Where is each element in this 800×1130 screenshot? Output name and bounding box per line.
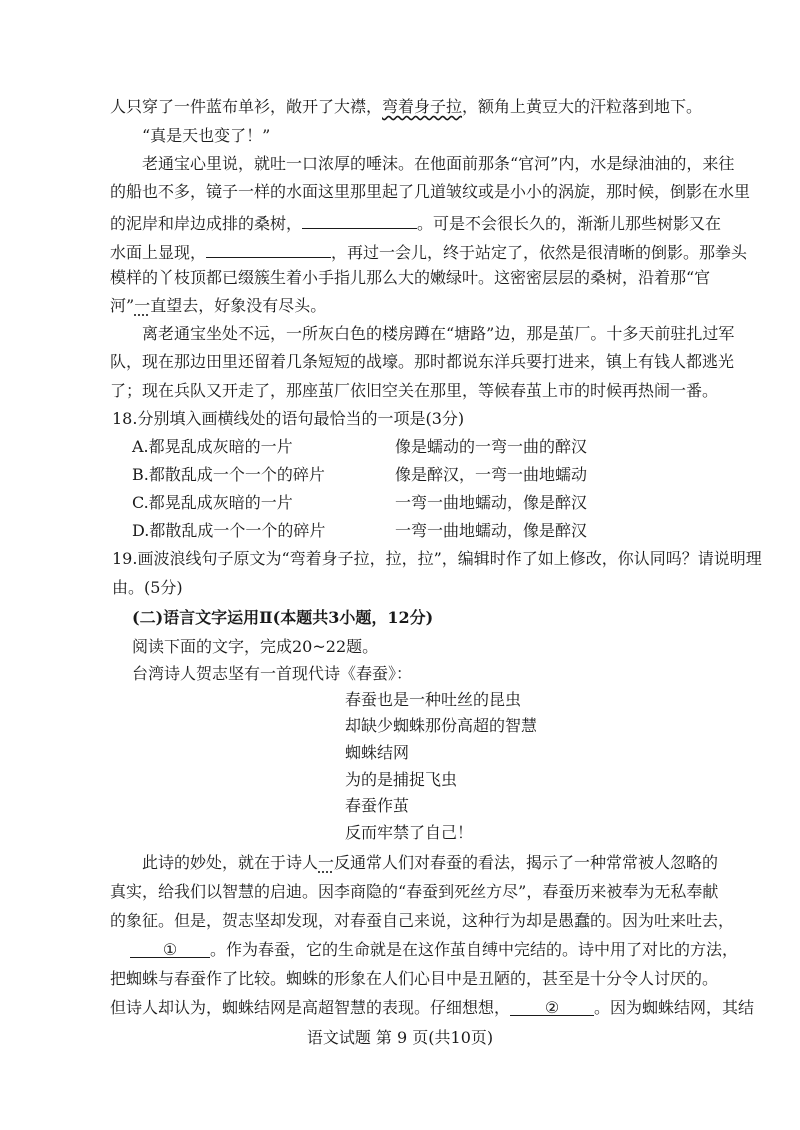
text-segment: 但诗人却认为，蜘蛛结网是高超智慧的表现。仔细想想， — [110, 998, 511, 1017]
fill-blank-1 — [302, 210, 417, 229]
poem-line-1: 春蚕也是一种吐丝的昆虫 — [345, 690, 522, 709]
question-19-line-1: 19.画波浪线句子原文为“弯着身子拉，拉，拉”，编辑时作了如上修改，你认同吗？请说明理 — [112, 549, 762, 568]
q18-option-d-left: D.都散乱成一个一个的碎片 — [132, 521, 326, 540]
q18-option-c-left: C.都晃乱成灰暗的一片 — [132, 493, 293, 512]
text-segment: 。因为蜘蛛结网，其结 — [594, 998, 755, 1017]
passage-line-3: 老通宝心里说，就吐一口浓厚的唾沫。在他面前那条“官河”内，水是绿油油的，来往 — [142, 154, 735, 173]
poem-line-2: 却缺少蜘蛛那份高超的智慧 — [345, 716, 538, 735]
text-segment: 。作为春蚕，它的生命就是在这作茧自缚中完结的。诗中用了对比的方法， — [210, 940, 739, 959]
section-2-instruction: 阅读下面的文字，完成20~22题。 — [132, 637, 379, 656]
essay-line-4 — [110, 939, 739, 961]
passage-line-1 — [110, 96, 710, 118]
essay-line-6 — [110, 997, 755, 1019]
text-segment: 。可是不会很长久的，渐渐儿那些树影又在 — [417, 214, 722, 233]
passage-line-4: 的船也不多，镜子一样的水面这里那里起了几道皱纹或是小小的涡旋，那时候，倒影在水里 — [110, 182, 751, 201]
passage-line-7: 模样的丫枝顶都已缀簇生着小手指儿那么大的嫩绿叶。这密密层层的桑树，沿着那“官 — [110, 268, 711, 287]
fill-blank-circle-1: ① — [130, 939, 210, 958]
passage-line-9: 离老通宝坐处不远，一所灰白色的楼房蹲在“塘路”边，那是茧厂。十多天前驻扎过军 — [142, 324, 735, 343]
passage-line-8 — [110, 295, 710, 317]
question-19-line-2: 由。(5分) — [112, 578, 183, 597]
text-segment: 水面上显现， — [110, 243, 207, 262]
question-18-stem: 18.分别填入画横线处的语句最恰当的一项是(3分) — [112, 409, 465, 428]
essay-line-5: 把蜘蛛与春蚕作了比较。蜘蛛的形象在人们心目中是丑陋的，甚至是十分令人讨厌的。 — [110, 969, 719, 988]
fill-blank-circle-2: ② — [510, 997, 594, 1016]
text-segment: ，额角上黄豆大的汗粒落到地下。 — [462, 97, 703, 116]
passage-line-11: 了；现在兵队又开走了，那座茧厂依旧空关在那里，等候春茧上市的时候再热闹一番。 — [110, 381, 719, 400]
dotted-mark: 一 — [318, 853, 335, 872]
essay-line-3: 的象征。但是，贺志坚却发现，对春蚕自己来说，这种行为却是愚蠢的。因为吐来吐去， — [110, 911, 735, 930]
passage-line-2: “真是天也变了！” — [142, 126, 271, 145]
poem-line-6: 反而牢禁了自己！ — [345, 823, 474, 842]
text-segment: 的泥岸和岸边成排的桑树， — [110, 214, 303, 233]
fill-blank-2 — [206, 239, 331, 258]
page-footer: 语文试题 第 9 页(共10页) — [306, 1028, 494, 1047]
q18-option-a-right: 像是蠕动的一弯一曲的醉汉 — [395, 437, 588, 456]
text-segment: 河” — [110, 296, 135, 315]
q18-option-d-right: 一弯一曲地蠕动，像是醉汉 — [395, 521, 588, 540]
section-2-title: (二)语言文字运用Ⅱ(本题共3小题，12分) — [132, 608, 434, 627]
poem-line-4: 为的是捕捉飞虫 — [345, 770, 458, 789]
dotted-mark: 一 — [134, 296, 151, 315]
passage-line-10: 队，现在那边田里还留着几条短短的战壕。那时都说东洋兵要打进来，镇上有钱人都逃光 — [110, 352, 735, 371]
text-segment: ，再过一会儿，终于站定了，依然是很清晰的倒影。那拳头 — [331, 243, 748, 262]
poem-line-5: 春蚕作茧 — [345, 796, 410, 815]
text-segment: 此诗的妙处，就在于诗人 — [142, 853, 319, 872]
section-2-intro: 台湾诗人贺志坚有一首现代诗《春蚕》： — [132, 664, 413, 683]
poem-line-3: 蜘蛛结网 — [345, 743, 410, 762]
text-segment: 人只穿了一件蓝布单衫，敞开了大襟， — [110, 97, 383, 116]
essay-line-1 — [142, 852, 742, 874]
q18-option-a-left: A.都晃乱成灰暗的一片 — [132, 437, 293, 456]
passage-line-5 — [110, 210, 722, 235]
q18-option-c-right: 一弯一曲地蠕动，像是醉汉 — [395, 493, 588, 512]
text-segment: 直望去，好象没有尽头。 — [150, 296, 327, 315]
q18-option-b-left: B.都散乱成一个一个的碎片 — [132, 465, 325, 484]
passage-line-6 — [110, 239, 748, 264]
wavy-underlined-sentence: 弯着身子拉 — [382, 97, 463, 116]
q18-option-b-right: 像是醉汉，一弯一曲地蠕动 — [395, 465, 588, 484]
text-segment: 反通常人们对春蚕的看法，揭示了一种常常被人忽略的 — [334, 853, 719, 872]
essay-line-2: 真实，给我们以智慧的启迪。因李商隐的“春蚕到死丝方尽”，春蚕历来被奉为无私奉献 — [110, 882, 719, 901]
